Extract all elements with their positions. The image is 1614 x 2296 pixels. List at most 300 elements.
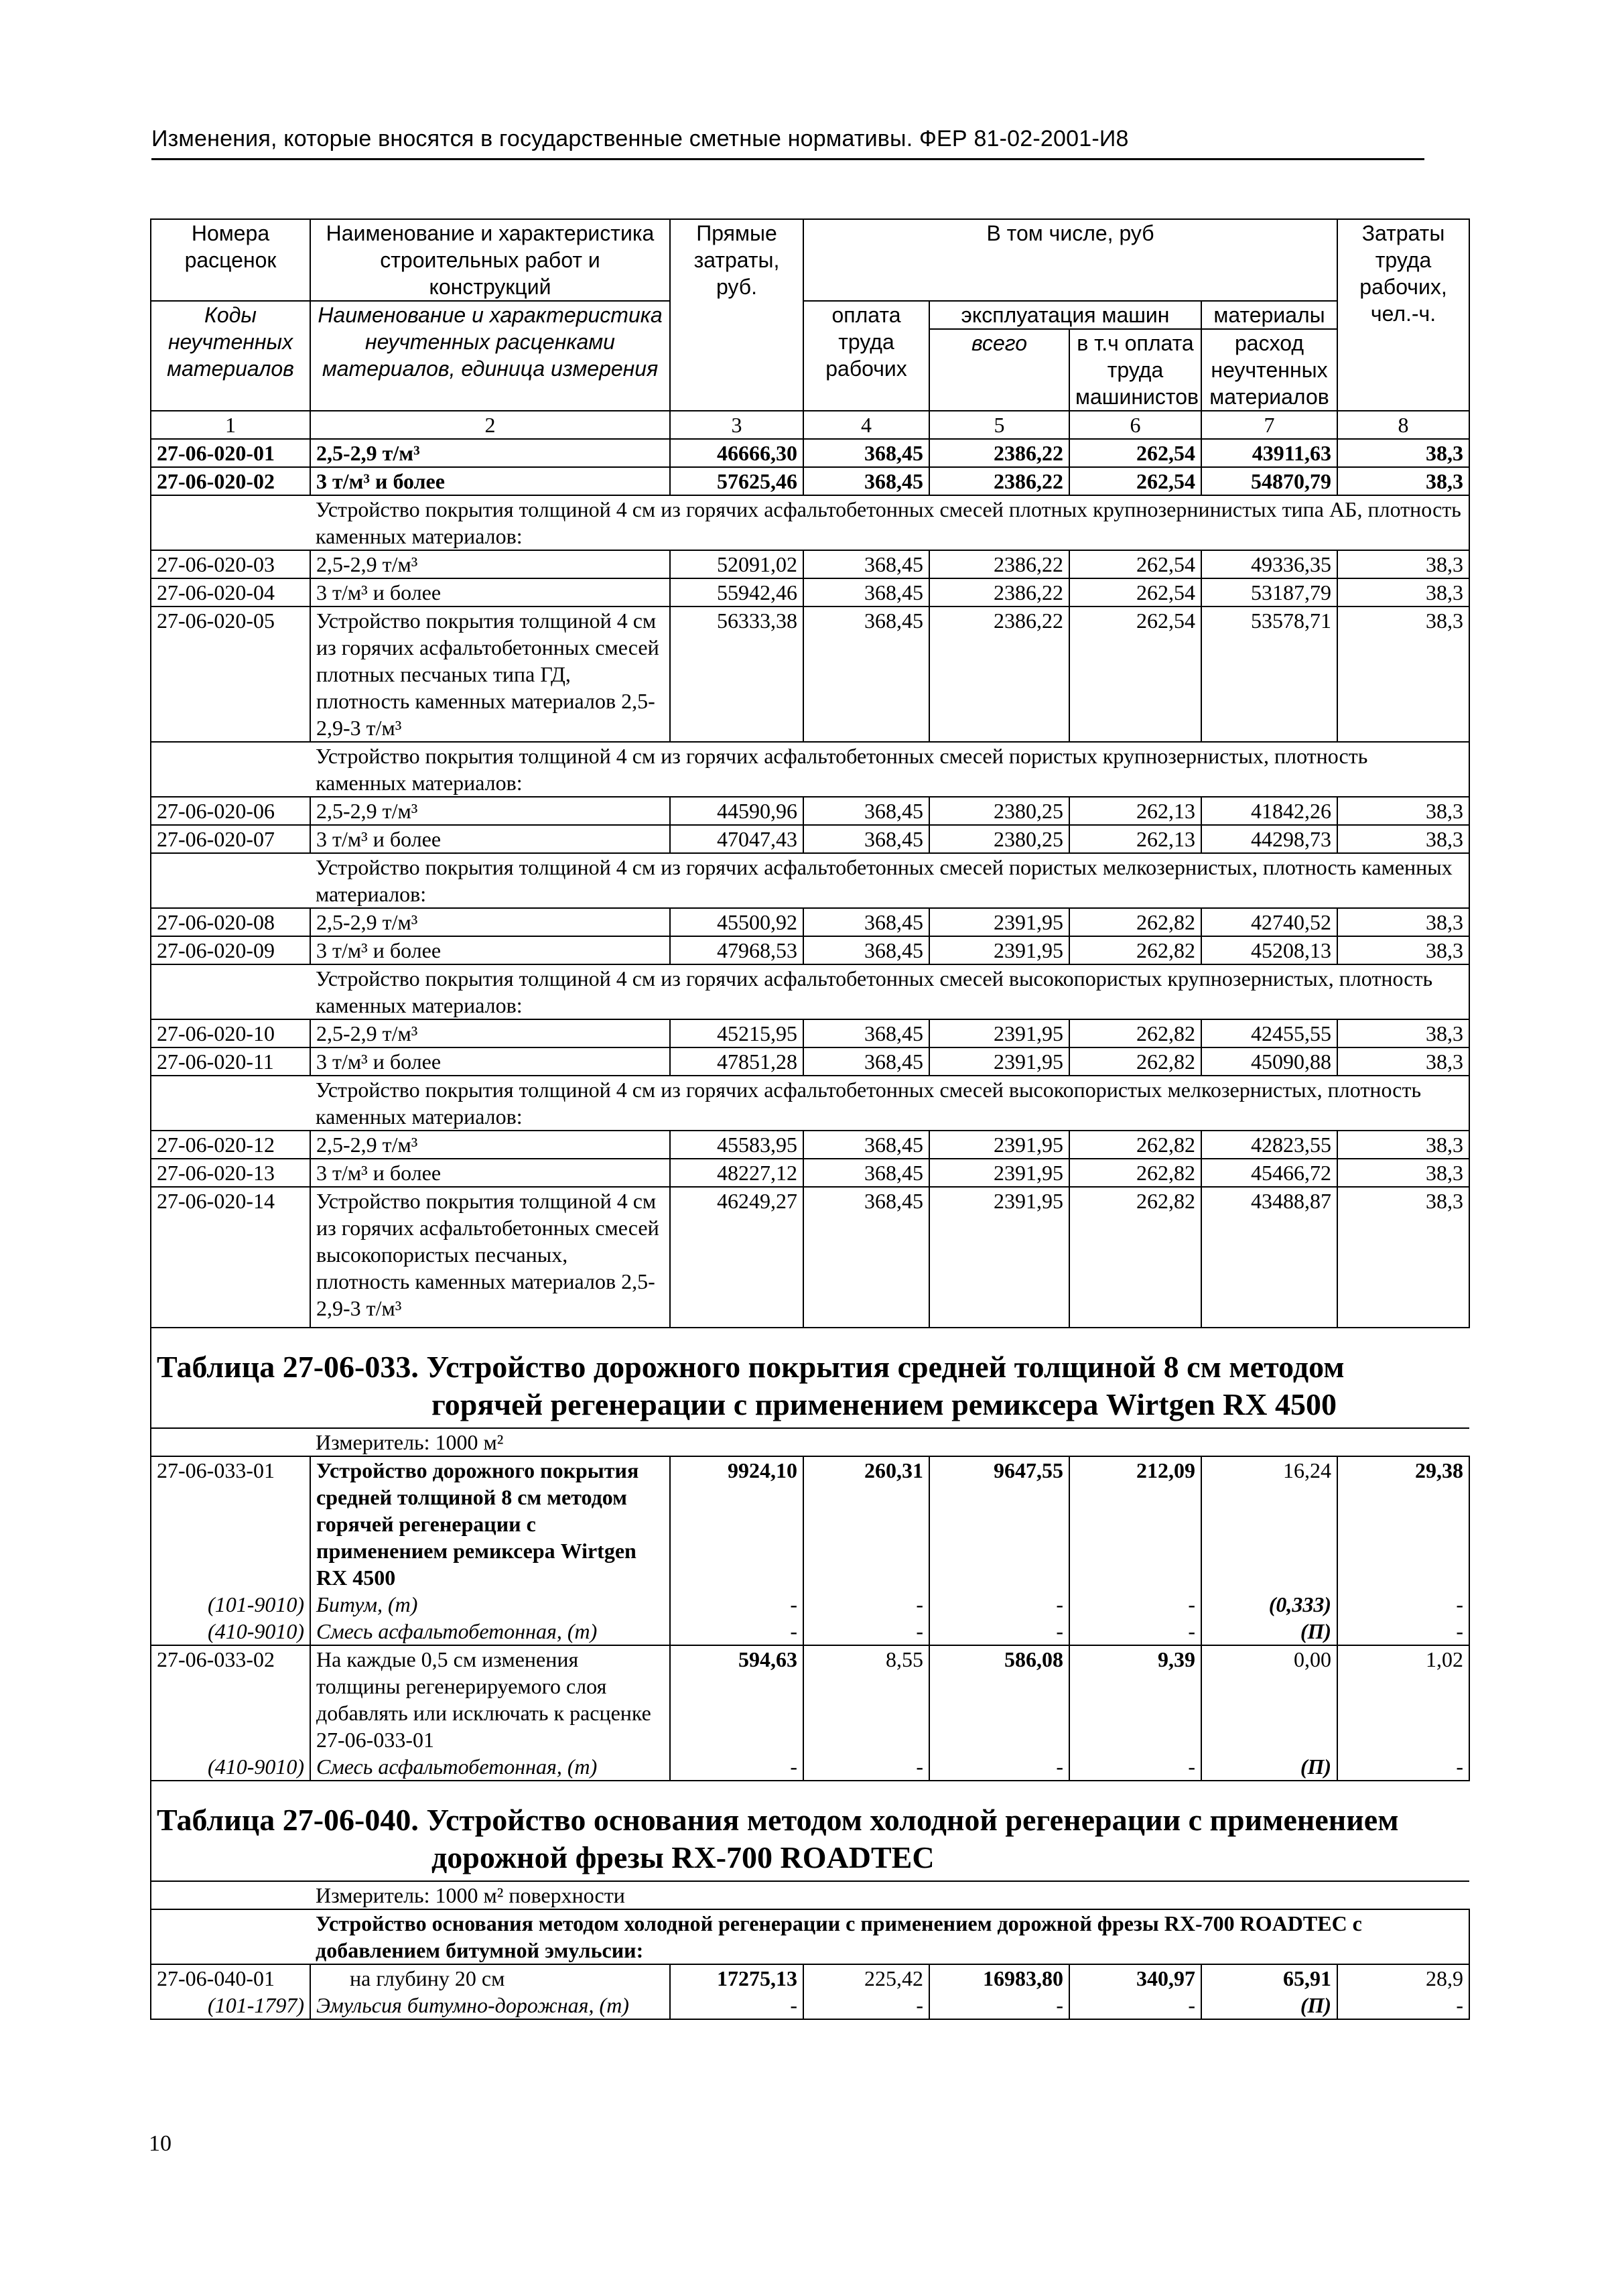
value-text: 2391,95 [994,1189,1063,1213]
table-title-line1: Таблица 27-06-033. Устройство дорожного покрытия средней толщиной 8 см методом [157,1350,1345,1384]
value-col-4 [803,1187,929,1328]
group-heading: Устройство покрытия толщиной 4 см из горячих асфальтобетонных смесей пористых крупнозернистых, плотность каменных материалов: [310,742,1469,797]
material-code: (410-9010) [208,1619,304,1643]
value-col-7 [1201,908,1337,936]
rate-name-text: 3 т/м³ и более [316,580,442,604]
value-col-4 [803,908,929,936]
material-value: - [1188,1993,1195,2017]
value-text: 49336,35 [1251,552,1332,576]
value-col-8 [1337,1047,1469,1076]
value-col-5 [929,607,1069,742]
rate-code-text: 27-06-020-03 [157,552,275,576]
meter-row [151,1428,1469,1456]
value-col-7 [1201,550,1337,578]
value-text: 38,3 [1426,910,1464,934]
material-name: Битум, (т) [316,1592,418,1616]
meter-label: Измеритель: 1000 м² поверхности [310,1881,1469,1909]
rate-code-text: 27-06-020-08 [157,910,275,934]
value-text: 41842,26 [1251,799,1332,823]
value-text: 0,00 [1294,1647,1332,1671]
page-number: 10 [149,2131,172,2156]
value-col-7 [1201,1456,1337,1645]
value-col-6 [1069,578,1201,607]
rate-name-text: 3 т/м³ и более [316,1049,442,1074]
material-value: - [1456,1592,1464,1616]
value-col-4 [803,797,929,825]
value-col-7 [1201,1131,1337,1159]
rate-code-text: 27-06-040-01 [157,1966,275,1990]
value-text: 262,54 [1136,609,1195,633]
value-col-7 [1201,825,1337,853]
material-value: - [790,1592,797,1616]
table-row [151,825,1469,853]
value-text: 368,45 [864,469,923,493]
value-col-6 [1069,797,1201,825]
group-blank [151,1909,310,1964]
rate-code-text: 27-06-020-05 [157,609,275,633]
value-col-4 [803,825,929,853]
rate-code [151,1187,310,1328]
group-blank [151,495,310,550]
value-text: 46666,30 [717,441,797,465]
column-numbers-row [151,411,1469,439]
value-col-5 [929,1964,1069,2019]
value-col-7 [1201,936,1337,964]
table-row [151,607,1469,742]
value-col-5 [929,908,1069,936]
group-heading-row [151,853,1469,908]
value-text: 45583,95 [717,1133,797,1157]
column-number: 4 [803,411,929,439]
value-text: 368,45 [864,441,923,465]
value-col-6 [1069,1456,1201,1645]
group-heading-row [151,1076,1469,1131]
material-value: - [1188,1755,1195,1779]
value-col-8 [1337,936,1469,964]
value-col-7 [1201,1645,1337,1781]
value-col-3 [670,439,803,467]
rate-code [151,1131,310,1159]
value-text: 2380,25 [994,799,1063,823]
value-text: 368,45 [864,827,923,851]
table-title [151,1781,1469,1881]
value-text: 262,54 [1136,552,1195,576]
header-col7 [1201,329,1337,411]
table-title [151,1328,1469,1428]
rate-name-text: 3 т/м³ и более [316,469,445,493]
rate-code-text: 27-06-020-13 [157,1161,275,1185]
rate-code [151,825,310,853]
value-col-7 [1201,578,1337,607]
value-text: 2380,25 [994,827,1063,851]
value-text: 47968,53 [717,938,797,962]
material-value: (П) [1300,1619,1332,1643]
rate-name [310,797,670,825]
value-text: 38,3 [1426,580,1464,604]
value-col-3 [670,1019,803,1047]
value-text: 368,45 [864,1133,923,1157]
rate-name-text: 2,5-2,9 т/м³ [316,1021,418,1045]
value-text: 262,82 [1136,1021,1195,1045]
value-col-8 [1337,439,1469,467]
value-text: 43488,87 [1251,1189,1332,1213]
value-col-4 [803,1047,929,1076]
value-text: 262,82 [1136,1133,1195,1157]
value-col-8 [1337,1456,1469,1645]
value-text: 368,45 [864,799,923,823]
meter-row [151,1881,1469,1909]
table-title-row [151,1781,1469,1881]
value-col-5 [929,936,1069,964]
material-code: (101-9010) [208,1592,304,1616]
table-row [151,908,1469,936]
value-text: 29,38 [1415,1458,1464,1482]
value-col-6 [1069,1645,1201,1781]
group-heading-row [151,495,1469,550]
rate-code-text: 27-06-033-02 [157,1647,275,1671]
value-col-5 [929,467,1069,495]
rate-code [151,797,310,825]
column-number: 1 [151,411,310,439]
value-text: 262,13 [1136,827,1195,851]
header-col2-bottom: Наименование и характеристика неучтенных расценками материалов, единица измерения [310,301,670,411]
material-value: - [1056,1592,1063,1616]
value-text: 2391,95 [994,1161,1063,1185]
value-text: 48227,12 [717,1161,797,1185]
value-col-6 [1069,936,1201,964]
value-text: 1,02 [1426,1647,1464,1671]
running-header: Изменения, которые вносятся в государственные сметные нормативы. ФЕР 81-02-2001-И8 [151,126,1129,151]
header-col3: Прямые затраты, руб. [670,219,803,411]
table-title-line2: горячей регенерации с применением ремиксера Wirtgen RX 4500 [431,1387,1337,1421]
value-text: 55942,46 [717,580,797,604]
value-text: 45208,13 [1251,938,1332,962]
rate-name-text: 2,5-2,9 т/м³ [316,799,418,823]
value-col-5 [929,578,1069,607]
material-value: - [790,1619,797,1643]
header-col8: Затраты труда рабочих, чел.-ч. [1337,219,1469,411]
value-col-8 [1337,607,1469,742]
value-col-6 [1069,1964,1201,2019]
rate-code [151,908,310,936]
rate-name [310,1964,670,2019]
value-col-4 [803,439,929,467]
value-text: 2391,95 [994,1021,1063,1045]
value-col-4 [803,1645,929,1781]
material-name: Смесь асфальтобетонная, (т) [316,1619,598,1643]
value-text: 368,45 [864,938,923,962]
rate-code [151,1456,310,1645]
column-number: 3 [670,411,803,439]
value-text: 42455,55 [1251,1021,1332,1045]
table-title-line2: дорожной фрезы RX-700 ROADTEC [431,1840,935,1874]
header-group-materials: материалы [1201,301,1337,329]
value-text: 368,45 [864,1189,923,1213]
header-col5: всего [929,329,1069,411]
rate-code [151,1047,310,1076]
value-col-7 [1201,467,1337,495]
value-col-3 [670,936,803,964]
group-blank [151,1076,310,1131]
value-col-3 [670,467,803,495]
value-text: 2391,95 [994,910,1063,934]
table-row [151,936,1469,964]
material-value: (0,333) [1268,1592,1332,1616]
value-text: 57625,46 [717,469,797,493]
value-col-3 [670,908,803,936]
value-col-6 [1069,550,1201,578]
material-value: - [790,1993,797,2017]
value-col-4 [803,1964,929,2019]
value-text: 38,3 [1426,552,1464,576]
value-text: 368,45 [864,1161,923,1185]
value-col-5 [929,797,1069,825]
group-heading: Устройство покрытия толщиной 4 см из горячих асфальтобетонных смесей плотных крупнозернинистых типа АБ, плотность каменных материалов: [310,495,1469,550]
value-text: 368,45 [864,580,923,604]
value-text: 262,82 [1136,1161,1195,1185]
table-row [151,1159,1469,1187]
material-value: - [916,1619,923,1643]
rate-name [310,1019,670,1047]
table-row [151,1131,1469,1159]
table-row [151,578,1469,607]
rate-code [151,1159,310,1187]
value-text: 2391,95 [994,1049,1063,1074]
value-col-4 [803,578,929,607]
rate-code [151,1645,310,1781]
rate-name-text: 2,5-2,9 т/м³ [316,1133,418,1157]
meter-blank [151,1881,310,1909]
group-blank [151,742,310,797]
group-blank [151,853,310,908]
value-text: 53578,71 [1251,609,1332,633]
value-col-4 [803,936,929,964]
rate-name-text: Устройство покрытия толщиной 4 см из горячих асфальтобетонных смесей плотных песчаных типа ГД, плотность каменных материалов 2,5-2,9-3 т/м³ [316,609,659,740]
value-col-8 [1337,1019,1469,1047]
material-value: - [1188,1592,1195,1616]
material-name: Эмульсия битумно-дорожная, (т) [316,1993,629,2017]
value-text: 38,3 [1426,827,1464,851]
header-group-incl: В том числе, руб [803,219,1337,301]
column-number: 8 [1337,411,1469,439]
material-value: (П) [1300,1755,1332,1779]
rate-code-text: 27-06-020-12 [157,1133,275,1157]
value-text: 262,82 [1136,1049,1195,1074]
value-text: 47047,43 [717,827,797,851]
value-text: 262,54 [1136,441,1195,465]
value-col-8 [1337,1645,1469,1781]
rate-name [310,825,670,853]
meter-blank [151,1428,310,1456]
value-text: 2391,95 [994,938,1063,962]
value-col-7 [1201,1964,1337,2019]
value-col-7 [1201,1159,1337,1187]
value-col-3 [670,550,803,578]
rate-code [151,578,310,607]
value-col-6 [1069,439,1201,467]
material-name: Смесь асфальтобетонная, (т) [316,1755,598,1779]
material-value: - [916,1755,923,1779]
value-text: 44590,96 [717,799,797,823]
table-title-line1: Таблица 27-06-040. Устройство основания методом холодной регенерации с применением [157,1803,1399,1837]
value-text: 2391,95 [994,1133,1063,1157]
rate-code [151,607,310,742]
value-text: 368,45 [864,1021,923,1045]
value-col-5 [929,1131,1069,1159]
header-col4: оплата труда рабочих [803,301,929,411]
value-text: 262,13 [1136,799,1195,823]
value-col-5 [929,1159,1069,1187]
table-row [151,550,1469,578]
value-col-3 [670,1187,803,1328]
value-col-8 [1337,1187,1469,1328]
rate-code-text: 27-06-020-01 [157,441,275,465]
value-text: 212,09 [1136,1458,1195,1482]
value-col-7 [1201,1187,1337,1328]
value-text: 2386,22 [994,469,1063,493]
material-value: - [1456,1619,1464,1643]
value-text: 262,82 [1136,938,1195,962]
value-col-3 [670,1159,803,1187]
value-col-3 [670,578,803,607]
value-text: 9,39 [1158,1647,1195,1671]
rate-code-text: 27-06-020-11 [157,1049,274,1074]
value-text: 56333,38 [717,609,797,633]
value-col-6 [1069,467,1201,495]
material-value: - [790,1755,797,1779]
value-col-7 [1201,1047,1337,1076]
value-text: 45215,95 [717,1021,797,1045]
table-title-row [151,1328,1469,1428]
value-col-6 [1069,1019,1201,1047]
rate-name [310,578,670,607]
material-value: - [1456,1755,1464,1779]
header-col7-text: расход неучтенных материалов [1209,331,1329,409]
material-value: (П) [1300,1993,1332,2017]
value-text: 260,31 [864,1458,923,1482]
value-col-4 [803,607,929,742]
group-heading: Устройство основания методом холодной регенерации с применением дорожной фрезы RX-700 ROADTEC с добавлением битумной эмульсии: [310,1909,1469,1964]
value-text: 38,3 [1426,441,1464,465]
value-col-6 [1069,1159,1201,1187]
value-col-3 [670,1047,803,1076]
rate-name [310,1131,670,1159]
value-text: 2386,22 [994,552,1063,576]
value-col-3 [670,1645,803,1781]
value-text: 9647,55 [994,1458,1063,1482]
value-col-4 [803,1456,929,1645]
value-text: 42823,55 [1251,1133,1332,1157]
column-number: 5 [929,411,1069,439]
value-col-5 [929,1047,1069,1076]
header-col1-top: Номера расценок [151,219,310,301]
value-text: 38,3 [1426,1189,1464,1213]
value-col-3 [670,607,803,742]
value-col-3 [670,1131,803,1159]
table-row [151,467,1469,495]
value-text: 262,54 [1136,469,1195,493]
value-text: 586,08 [1004,1647,1063,1671]
rate-name [310,607,670,742]
value-text: 368,45 [864,910,923,934]
rate-code [151,1964,310,2019]
group-blank [151,964,310,1019]
value-text: 2386,22 [994,609,1063,633]
group-heading-row [151,742,1469,797]
rates-table [150,218,1470,2020]
rate-name-text: 2,5-2,9 т/м³ [316,552,418,576]
rate-code-text: 27-06-020-06 [157,799,275,823]
value-col-8 [1337,1964,1469,2019]
header-col1-bottom: Коды неучтенных материалов [151,301,310,411]
column-number: 6 [1069,411,1201,439]
table-row [151,1047,1469,1076]
rate-name-text: 3 т/м³ и более [316,1161,442,1185]
value-text: 53187,79 [1251,580,1332,604]
value-text: 38,3 [1426,609,1464,633]
rate-name [310,1159,670,1187]
value-col-4 [803,1019,929,1047]
value-col-8 [1337,550,1469,578]
rate-name-text: 3 т/м³ и более [316,938,442,962]
meter-label: Измеритель: 1000 м² [310,1428,1469,1456]
value-text: 225,42 [864,1966,923,1990]
value-text: 2386,22 [994,580,1063,604]
value-col-5 [929,825,1069,853]
value-text: 45090,88 [1251,1049,1332,1074]
rate-code [151,439,310,467]
value-col-6 [1069,1131,1201,1159]
value-text: 44298,73 [1251,827,1332,851]
rate-name-text: Устройство дорожного покрытия средней толщиной 8 см методом горячей регенерации с применением ремиксера Wirtgen RX 4500 [316,1458,639,1590]
value-col-6 [1069,607,1201,742]
value-col-3 [670,1456,803,1645]
value-text: 38,3 [1426,799,1464,823]
value-text: 38,3 [1426,469,1464,493]
value-text: 262,82 [1136,1189,1195,1213]
header-rule [151,158,1424,160]
value-text: 368,45 [864,552,923,576]
rate-code-text: 27-06-033-01 [157,1458,275,1482]
value-col-5 [929,439,1069,467]
value-text: 45500,92 [717,910,797,934]
value-col-3 [670,797,803,825]
value-text: 38,3 [1426,1161,1464,1185]
value-text: 9924,10 [728,1458,797,1482]
rate-name [310,908,670,936]
rate-name-text: 2,5-2,9 т/м³ [316,441,420,465]
value-text: 38,3 [1426,1133,1464,1157]
value-text: 2386,22 [994,441,1063,465]
group-heading: Устройство покрытия толщиной 4 см из горячих асфальтобетонных смесей пористых мелкозернистых, плотность каменных материалов: [310,853,1469,908]
value-col-8 [1337,908,1469,936]
value-col-8 [1337,797,1469,825]
value-text: 65,91 [1283,1966,1332,1990]
rate-name [310,1047,670,1076]
column-number: 2 [310,411,670,439]
header-group-machines: эксплуатация машин [929,301,1201,329]
rate-name-text: 2,5-2,9 т/м³ [316,910,418,934]
value-col-8 [1337,825,1469,853]
value-text: 47851,28 [717,1049,797,1074]
column-number: 7 [1201,411,1337,439]
value-col-5 [929,1456,1069,1645]
rate-code [151,550,310,578]
rate-name-text: Устройство покрытия толщиной 4 см из горячих асфальтобетонных смесей высокопористых песчаных, плотность каменных материалов 2,5-2,9-3 т/м³ [316,1189,659,1320]
rate-code [151,1019,310,1047]
value-text: 38,3 [1426,1021,1464,1045]
group-heading-row [151,1909,1469,1964]
